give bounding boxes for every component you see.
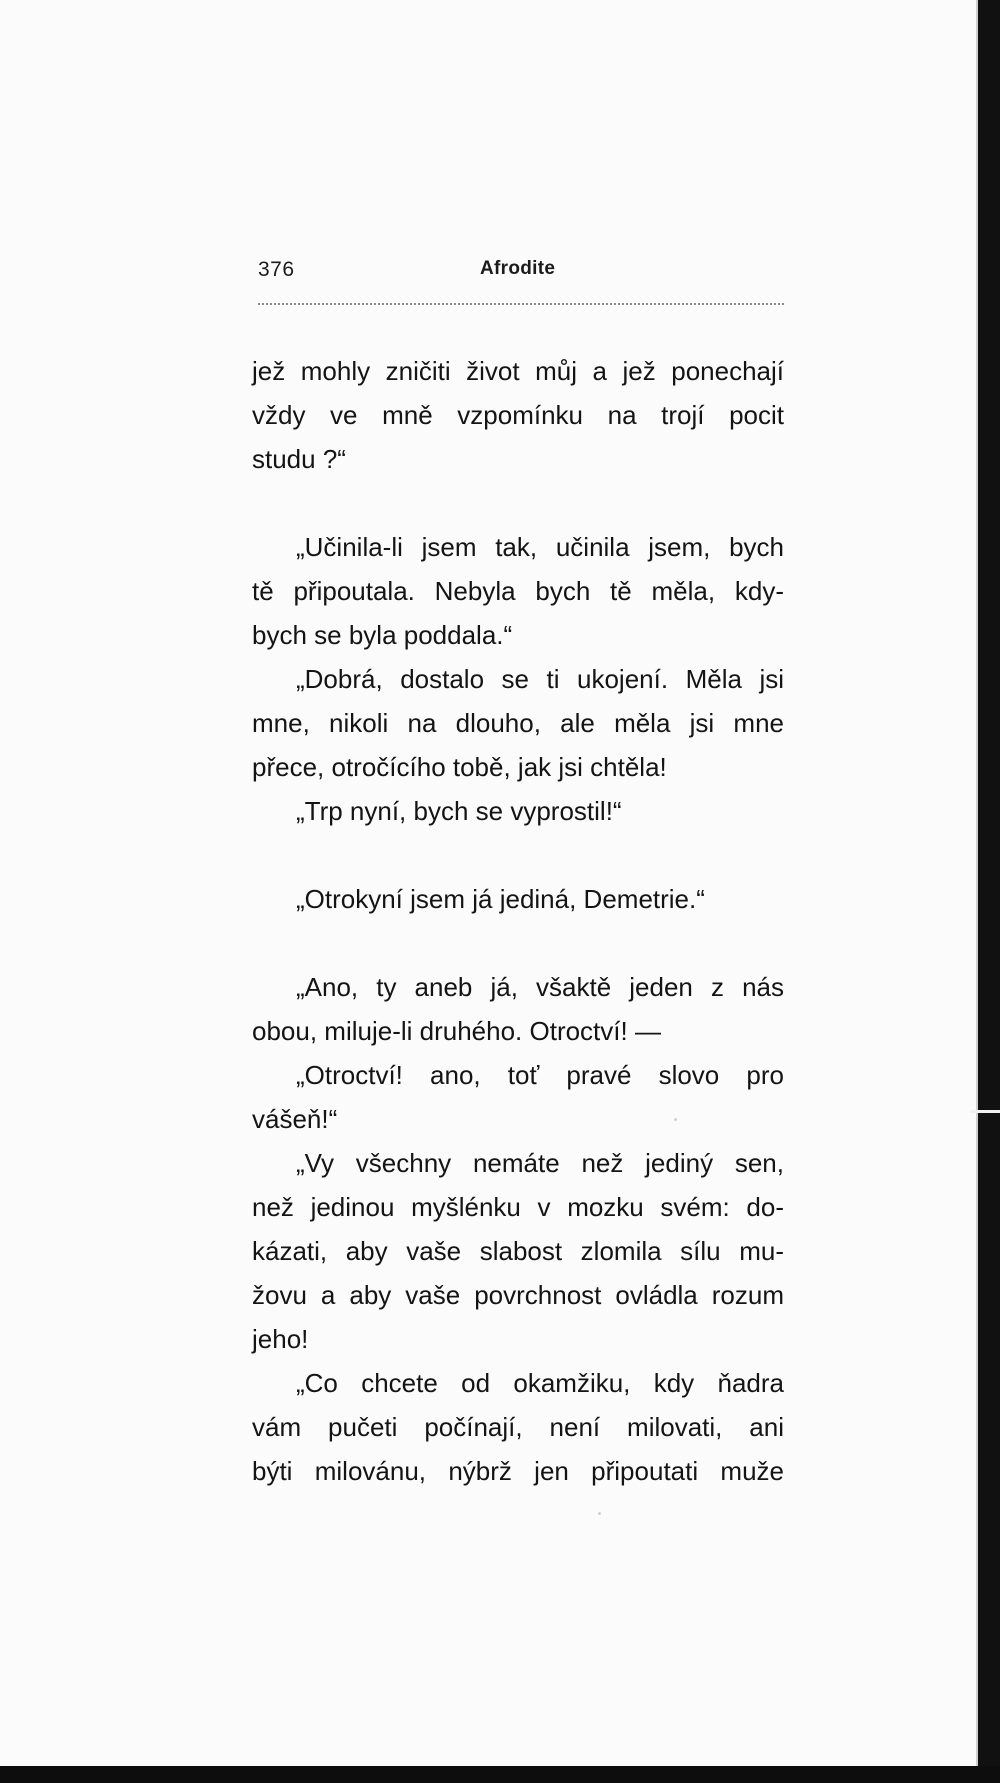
page-number: 376 — [258, 258, 295, 281]
paper-speck — [598, 1512, 601, 1515]
text-line: mne, nikoli na dlouho, ale měla jsi mne — [252, 708, 784, 738]
text-line: „Otroctví! ano, toť pravé slovo pro — [296, 1060, 784, 1090]
header-rule — [258, 303, 784, 305]
text-line: „Otrokyní jsem já jediná, Demetrie.“ — [296, 884, 705, 914]
text-line: žovu a aby vaše povrchnost ovládla rozum — [252, 1280, 784, 1310]
text-line: „Trp nyní, bych se vyprostil!“ — [296, 796, 622, 826]
scan-border-bottom — [0, 1766, 1000, 1783]
text-line: tě připoutala. Nebyla bych tě měla, kdy- — [252, 576, 784, 606]
text-line: vám pučeti počínají, není milovati, ani — [252, 1412, 784, 1442]
page-header — [258, 258, 784, 288]
text-line: kázati, aby vaše slabost zlomila sílu mu- — [252, 1236, 784, 1266]
text-line: „Co chcete od okamžiku, kdy ňadra — [296, 1368, 784, 1398]
text-line: vždy ve mně vzpomínku na trojí pocit — [252, 400, 784, 430]
text-line: „Ano, ty aneb já, všaktě jeden z nás — [296, 972, 784, 1002]
text-line: než jedinou myšlénku v mozku svém: do- — [252, 1192, 784, 1222]
running-title: Afrodite — [480, 258, 556, 279]
text-line: bych se byla poddala.“ — [252, 620, 513, 650]
text-line: „Dobrá, dostalo se ti ukojení. Měla jsi — [296, 664, 784, 694]
text-line: přece, otročícího tobě, jak jsi chtěla! — [252, 752, 667, 782]
text-line: jež mohly zničiti život můj a jež ponechají — [252, 356, 784, 386]
text-line: vášeň!“ — [252, 1104, 338, 1134]
text-line: jeho! — [252, 1324, 309, 1354]
text-line: býti milovánu, nýbrž jen připoutati muže — [252, 1456, 784, 1486]
paper-speck — [674, 1118, 677, 1121]
page-edge-mark — [970, 1110, 1000, 1113]
text-line: „Učinila-li jsem tak, učinila jsem, bych — [296, 532, 784, 562]
text-line: „Vy všechny nemáte než jediný sen, — [296, 1148, 784, 1178]
text-line: obou, miluje-li druhého. Otroctví! — — [252, 1016, 661, 1046]
scan-border-right — [978, 0, 1000, 1783]
text-line: studu ?“ — [252, 444, 346, 474]
